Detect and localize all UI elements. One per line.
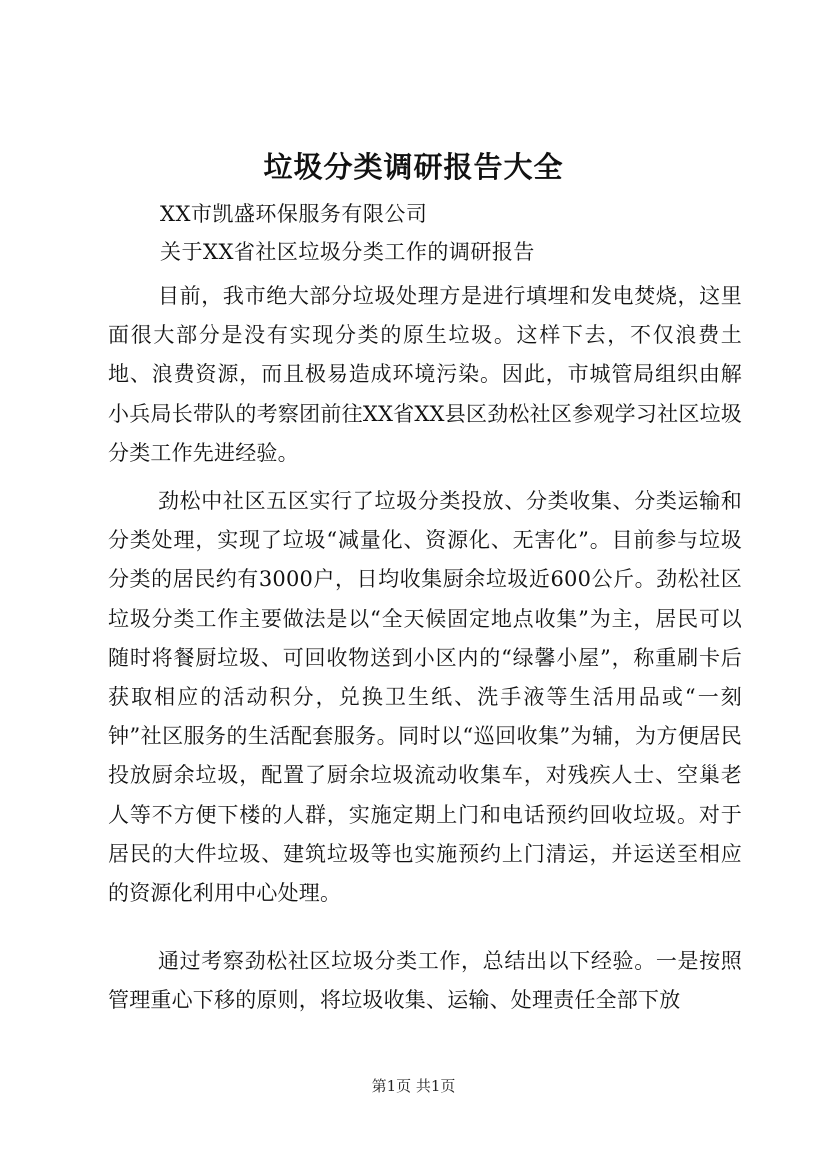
body-paragraph-1: 目前，我市绝大部分垃圾处理方是进行填埋和发电焚烧，这里面很大部分是没有实现分类的原生垃圾。这样下去，不仅浪费土地、浪费资源，而且极易造成环境污染。因此，市城管局组织由解小兵局长带队的考察团前往XX省XX县区劲松社区参观学习社区垃圾分类工作先进经验。: [108, 284, 742, 465]
report-subject: 关于XX省社区垃圾分类工作的调研报告: [160, 240, 535, 264]
page-footer: 第1页 共1页: [371, 1077, 456, 1095]
document-title: 垃圾分类调研报告大全: [263, 150, 564, 184]
body-paragraph-3: 通过考察劲松社区垃圾分类工作，总结出以下经验。一是按照管理重心下移的原则，将垃圾收集、运输、处理责任全部下放: [108, 949, 742, 1013]
body-paragraph-2: 劲松中社区五区实行了垃圾分类投放、分类收集、分类运输和分类处理，实现了垃圾“减量化、资源化、无害化”。目前参与垃圾分类的居民约有3000户，日均收集厨余垃圾近600公斤。劲松社区垃圾分类工作主要做法是以“全天候固定地点收集”为主，居民可以随时将餐厨垃圾、可回收物送到小区内的“绿馨小屋”，称重刷卡后获取相应的活动积分，兑换卫生纸、洗手液等生活用品或“一刻钟”社区服务的生活配套服务。同时以“巡回收集”为辅，为方便居民投放厨余垃圾，配置了厨余垃圾流动收集车，对残疾人士、空巢老人等不方便下楼的人群，实施定期上门和电话预约回收垃圾。对于居民的大件垃圾、建筑垃圾等也实施预约上门清运，并运送至相应的资源化利用中心处理。: [108, 489, 742, 906]
company-name: XX市凯盛环保服务有限公司: [160, 202, 428, 226]
